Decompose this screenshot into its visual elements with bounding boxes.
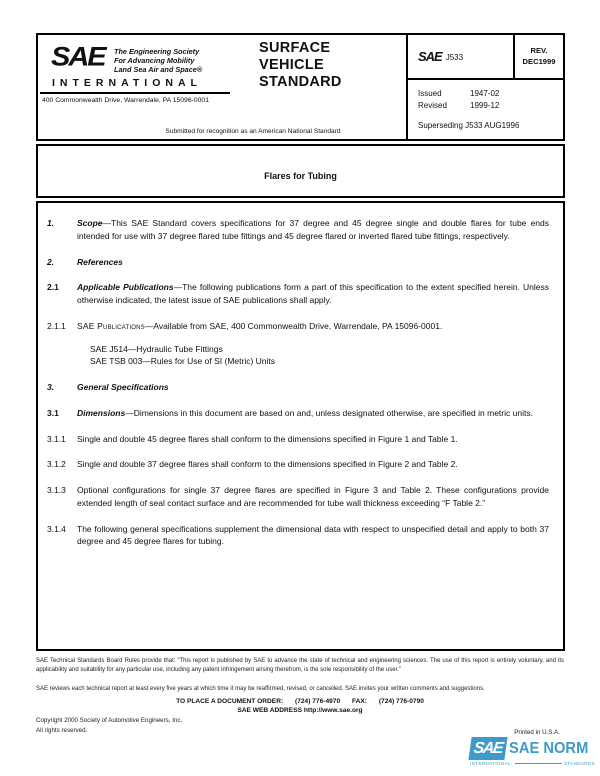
issued-date: 1947-02 (470, 89, 500, 98)
issue-history (408, 80, 563, 132)
section-number: 3. (47, 382, 55, 392)
document-id-panel (406, 35, 563, 139)
section-paragraph: Single and double 37 degree flares shall conform to the dimensions specified in Figure 2 and Table 2. (77, 459, 458, 470)
section-paragraph: Optional configurations for single 37 degree flares are specified in Figure 3 and Table 2. These configurations provide extended length of seal contact surface and are recommended for tube wall thickness exceeding “F Table 2.” (77, 485, 549, 508)
superseding-note: Superseding J533 AUG1996 (418, 121, 520, 130)
publication-list (90, 343, 563, 369)
printed-in-usa: Printed in U.S.A. (514, 729, 560, 736)
section-text (77, 523, 563, 549)
tagline-line3: Land Sea Air and Space® (114, 65, 203, 75)
section-number: 2. (47, 256, 55, 267)
section-row (38, 523, 563, 549)
section-row (38, 256, 563, 269)
fax-label: FAX: (351, 698, 367, 705)
section-heading: References (77, 256, 123, 267)
copyright-block (36, 716, 182, 735)
watermark-standards: STANDARDS (563, 761, 595, 766)
publication-item: SAE TSB 003—Rules for Use of SI (Metric) Units (90, 356, 276, 367)
section-heading: Applicable Publications (77, 282, 174, 293)
section-row (38, 407, 563, 420)
revised-date: 1999-12 (470, 101, 500, 110)
watermark-name: SAE NORM (508, 739, 589, 757)
section-text (77, 217, 563, 243)
watermark-row (470, 737, 595, 760)
revised-label: Revised (418, 101, 447, 110)
section-text (77, 407, 563, 420)
document-type-line3: STANDARD (259, 73, 342, 90)
document-order-line (36, 698, 564, 705)
fax-phone: (724) 776-0790 (378, 698, 424, 705)
section-text (77, 433, 563, 446)
standards-board-notice: SAE Technical Standards Board Rules provide that: “This report is published by SAE to advance the state of technical and engineering sciences. The use of this report is entirely voluntary, and its applicability and suitability for any particular use, including any patent infringement arising therefrom, is the sole responsibility of the user.” (36, 658, 564, 673)
section-paragraph: —Dimensions in this document are based on and, unless designated otherwise, are specified in metric units. (125, 407, 533, 418)
watermark-rule-icon (515, 763, 562, 764)
section-heading: General Specifications (77, 382, 169, 392)
document-number: J533 (445, 53, 464, 62)
title-box (36, 144, 565, 198)
section-row (38, 433, 563, 446)
web-url: http://www.sae.org (303, 707, 363, 714)
section-number: 3.1 (47, 407, 59, 418)
logo-divider-rule (40, 92, 230, 94)
tagline-line2: For Advancing Mobility (114, 56, 195, 66)
section-number: 2.1 (47, 282, 59, 293)
section-paragraph: Single and double 45 degree flares shall conform to the dimensions specified in Figure 1 and Table 1. (77, 433, 458, 444)
section-row (38, 281, 563, 307)
order-phone: (724) 776-4970 (295, 698, 341, 705)
document-id-row (408, 35, 563, 80)
section-row (38, 217, 563, 243)
section-text (77, 381, 563, 394)
section-paragraph: The following general specifications supplement the dimensional data with respect to unspecified detail and apply to both 37 degree and 45 degree flares for tubing. (77, 523, 549, 547)
section-row (38, 381, 563, 394)
web-label: SAE WEB ADDRESS (237, 707, 302, 714)
section-number: 3.1.4 (47, 523, 66, 534)
sae-tagline (114, 47, 202, 74)
section-text (77, 281, 563, 307)
section-paragraph: —This SAE Standard covers specifications for 37 degree and 45 degree single and double flares for tube ends intended for use with 37 degree flared tube fittings and 45 degree flared or inverted flared tube fittings, respectively. (77, 218, 549, 241)
sae-address: 400 Commonwealth Drive, Warrendale, PA 15096-0001 (42, 97, 209, 104)
section-number: 3.1.3 (47, 485, 66, 495)
section-row (38, 458, 563, 471)
ansi-recognition-note: Submitted for recognition as an American National Standard (165, 128, 341, 135)
revision-label: REV. (530, 46, 548, 56)
section-number: 2.1.1 (47, 320, 66, 331)
section-row (38, 320, 563, 333)
page-title: Flares for Tubing (264, 171, 337, 181)
sae-international-label: INTERNATIONAL (52, 77, 202, 89)
watermark-subline (470, 761, 595, 766)
revision-date: DEC1999 (522, 56, 556, 66)
watermark-international: INTERNATIONAL. (470, 761, 513, 766)
document-number-cell (408, 35, 513, 78)
issued-row (418, 88, 563, 100)
order-label: TO PLACE A DOCUMENT ORDER: (176, 698, 284, 705)
copyright-line1: Copyright 2000 Society of Automotive Engineers, Inc. (36, 717, 183, 724)
section-number: 3.1.2 (47, 459, 66, 470)
section-smallcaps: SAE Publications (77, 320, 145, 331)
section-number: 1. (47, 218, 55, 228)
sae-logo-small: SAE (418, 49, 442, 64)
revised-row (418, 100, 563, 112)
revision-cell (513, 35, 563, 78)
section-text (77, 256, 563, 269)
document-body (36, 201, 565, 651)
section-row (38, 484, 563, 510)
issued-label: Issued (418, 89, 442, 98)
document-type-title (259, 40, 342, 90)
section-paragraph: —Available from SAE, 400 Commonwealth Drive, Warrendale, PA 15096-0001. (144, 320, 443, 331)
document-type-line2: VEHICLE (259, 56, 324, 73)
section-paragraph: —The following publications form a part of this specification to the extent specified herein. Unless otherwise indicated, the latest issue of SAE publications shall apply. (77, 282, 549, 305)
sae-logo-icon: SAE (468, 737, 507, 760)
publication-item: SAE J514—Hydraulic Tube Fittings (90, 343, 223, 354)
section-text (77, 484, 563, 510)
section-text (77, 458, 563, 471)
section-text (77, 320, 563, 333)
sae-logo: SAE (51, 42, 105, 72)
tagline-line1: The Engineering Society (114, 47, 200, 56)
web-address-line (36, 707, 564, 714)
section-heading: Scope (77, 218, 103, 228)
review-notice: SAE reviews each technical report at least every five years at which time it may be reaffirmed, revised, or cancelled. SAE invites your written comments and suggestions. (36, 686, 485, 692)
section-number: 3.1.1 (47, 433, 66, 444)
section-heading: Dimensions (77, 407, 126, 418)
document-header (36, 33, 565, 141)
sae-norm-watermark (470, 737, 595, 766)
document-type-line1: SURFACE (259, 40, 331, 56)
copyright-line2: All rights reserved. (36, 726, 88, 734)
